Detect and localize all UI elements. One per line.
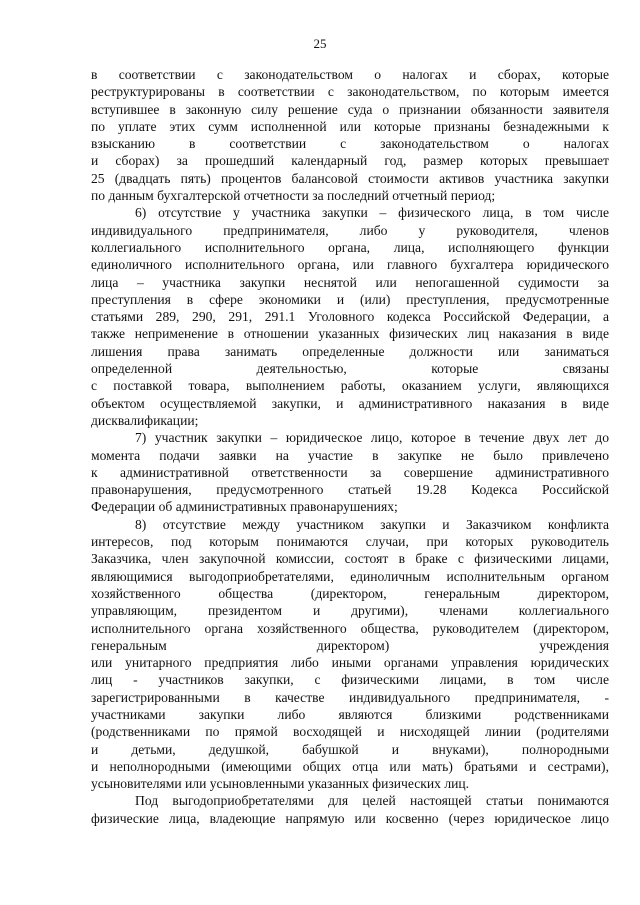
text-line: индивидуального предпринимателя, либо у руководителя, членов <box>91 222 609 238</box>
document-body <box>91 66 609 827</box>
text-line: или унитарного предприятия либо иными органами управления юридических <box>91 655 609 671</box>
text-line: лица – участника закупки неснятой или непогашенной судимости за <box>91 274 609 290</box>
text-line: хозяйственного общества (директором, генеральным директором, <box>91 585 609 601</box>
text-line: в соответствии с законодательством о налогах и сборах, которые <box>91 67 609 82</box>
text-line: момента подачи заявки на участие в закупке не было привлечено <box>91 447 609 463</box>
text-line: зарегистрированными в качестве индивидуального предпринимателя, - <box>91 689 609 705</box>
text-line: управляющим, президентом и другими), членами коллегиального <box>91 603 609 619</box>
text-line: с поставкой товара, выполнением работы, оказанием услуги, являющихся <box>91 378 609 394</box>
text-line: преступления в сфере экономики и (или) преступления, предусмотренные <box>91 291 609 307</box>
text-line: по уплате этих сумм исполненной или которые признаны безнадежными к <box>91 118 609 134</box>
text-line: усыновителями или усыновленными указанных физических лиц. <box>91 776 470 792</box>
text-line: определенной деятельностью, которые связаны <box>91 361 609 377</box>
text-line: Федерации об административных правонарушениях; <box>91 499 398 515</box>
text-line: 25 (двадцать пять) процентов балансовой стоимости активов участника закупки <box>91 170 609 186</box>
text-line: правонарушения, предусмотренного статьей 19.28 Кодекса Российской <box>91 482 609 498</box>
text-line: 7) участник закупки – юридическое лицо, которое в течение двух лет до <box>135 430 609 446</box>
text-line: и сборах) за прошедший календарный год, размер которых превышает <box>91 153 609 169</box>
text-line: вступившее в законную силу решение суда о признании обязанности заявителя <box>91 101 609 117</box>
text-line: 8) отсутствие между участником закупки и Заказчиком конфликта <box>135 516 609 532</box>
text-line: участниками закупки либо являются близкими родственниками <box>91 706 609 722</box>
text-line: коллегиального исполнительного органа, лица, исполняющего функции <box>91 239 609 255</box>
text-line: по данным бухгалтерской отчетности за последний отчетный период; <box>91 188 496 204</box>
text-line: единоличного исполнительного органа, или главного бухгалтера юридического <box>91 257 609 273</box>
text-line: лиц - участников закупки, с физическими лицами, в том числе <box>91 672 609 688</box>
page-number: 25 <box>313 36 327 51</box>
text-line: исполнительного органа хозяйственного общества, руководителем (директором, <box>91 620 609 636</box>
text-line: физические лица, владеющие напрямую или косвенно (через юридическое лицо <box>91 810 609 826</box>
text-line: 6) отсутствие у участника закупки – физического лица, в том числе <box>135 205 609 221</box>
text-line: к административной ответственности за совершение административного <box>91 464 609 480</box>
text-line: лишения права занимать определенные должности или заниматься <box>91 343 609 359</box>
text-line: генеральным директором) учреждения <box>91 637 609 653</box>
text-line: статьями 289, 290, 291, 291.1 Уголовного кодекса Российской Федерации, а <box>91 309 609 325</box>
text-line: дисквалификации; <box>91 412 199 428</box>
text-line: интересов, под которым понимаются случаи, при которых руководитель <box>91 534 609 550</box>
text-line: Заказчика, член закупочной комиссии, состоят в браке с физическими лицами, <box>91 551 609 567</box>
text-line: взысканию в соответствии с законодательством о налогах <box>91 136 609 152</box>
text-line: являющимися выгодоприобретателями, единоличным исполнительным органом <box>91 568 609 584</box>
text-line: реструктурированы в соответствии с законодательством, по которым имеется <box>91 84 609 100</box>
text-line: и детьми, дедушкой, бабушкой и внуками), полнородными <box>91 741 609 757</box>
text-line: (родственниками по прямой восходящей и нисходящей линии (родителями <box>91 724 609 740</box>
text-line: также неприменение в отношении указанных физических лиц наказания в виде <box>91 326 609 342</box>
text-line: и неполнородными (имеющими общих отца или мать) братьями и сестрами), <box>91 758 609 774</box>
text-line: объектом осуществляемой закупки, и административного наказания в виде <box>91 395 609 411</box>
text-line: Под выгодоприобретателями для целей настоящей статьи понимаются <box>135 793 609 809</box>
